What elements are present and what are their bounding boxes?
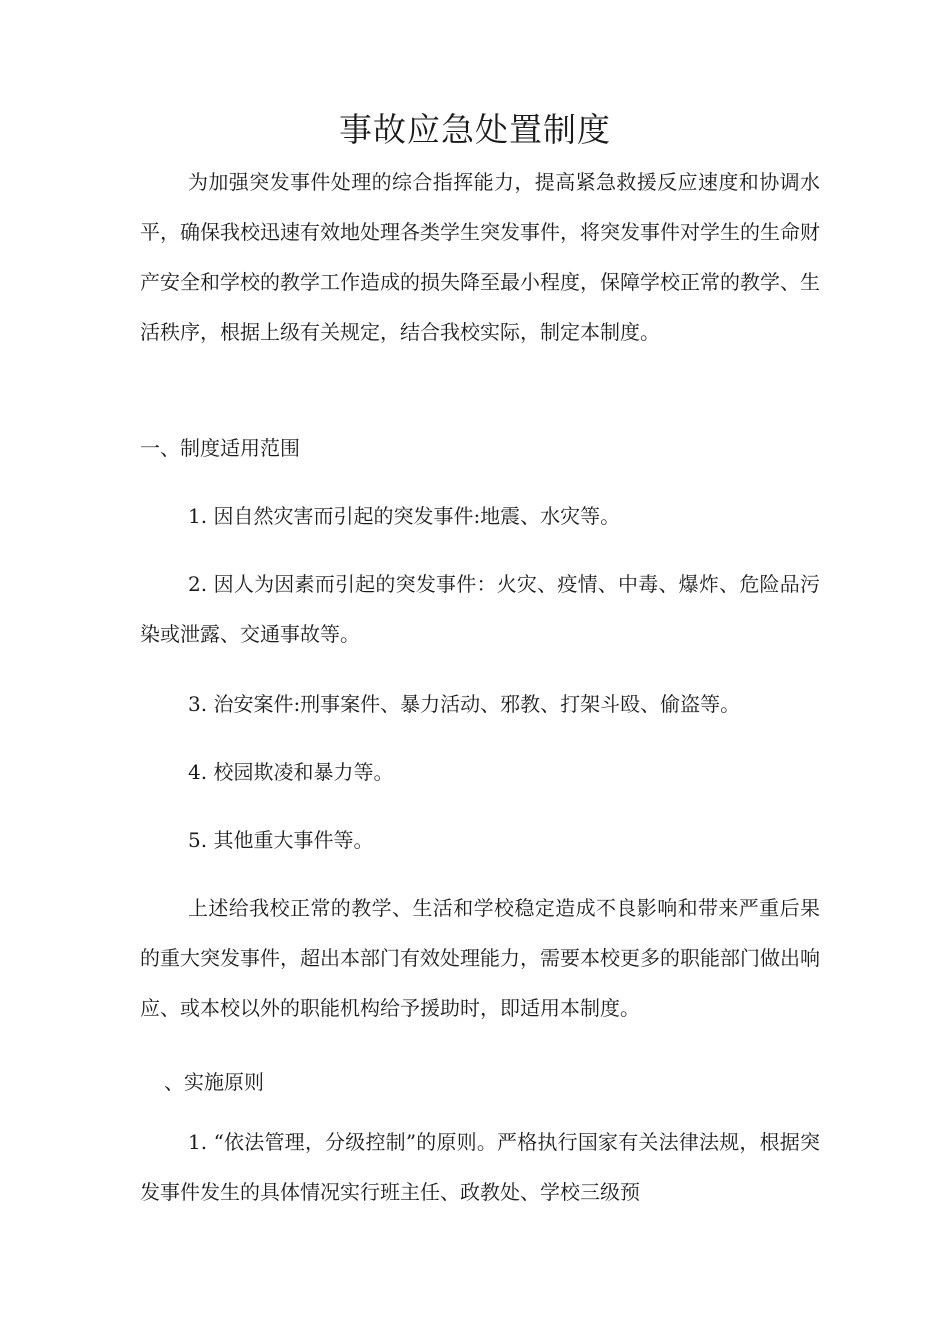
- scope-item-4: 4. 校园欺凌和暴力等。: [188, 760, 394, 784]
- scope-item-2: 2. 因人为因素而引起的突发事件：火灾、疫情、中毒、爆炸、危险品污染或泄露、交通事故等。: [140, 572, 820, 646]
- principle-item-1: 1. “依法管理，分级控制”的原则。严格执行国家有关法律法规，根据突发事件发生的具体情况实行班主任、政教处、学校三级预: [140, 1130, 820, 1204]
- scope-summary-paragraph: 上述给我校正常的教学、生活和学校稳定造成不良影响和带来严重后果的重大突发事件，超出本部门有效处理能力，需要本校更多的职能部门做出响应、或本校以外的职能机构给予援助时，即适用本制度。: [140, 896, 820, 1020]
- scope-item-3: 3. 治安案件:刑事案件、暴力活动、邪教、打架斗殴、偷盗等。: [188, 692, 741, 716]
- section-heading-scope: 一、制度适用范围: [140, 436, 300, 460]
- scope-item-1: 1. 因自然灾害而引起的突发事件:地震、水灾等。: [188, 504, 621, 528]
- scope-item-5: 5. 其他重大事件等。: [188, 828, 374, 852]
- document-title: 事故应急处置制度: [339, 110, 611, 149]
- intro-paragraph: 为加强突发事件处理的综合指挥能力，提高紧急救援反应速度和协调水平，确保我校迅速有效地处理各类学生突发事件，将突发事件对学生的生命财产安全和学校的教学工作造成的损失降至最小程度，保障学校正常的教学、生活秩序，根据上级有关规定，结合我校实际，制定本制度。: [140, 170, 820, 344]
- section-heading-principles: 、实施原则: [164, 1070, 264, 1094]
